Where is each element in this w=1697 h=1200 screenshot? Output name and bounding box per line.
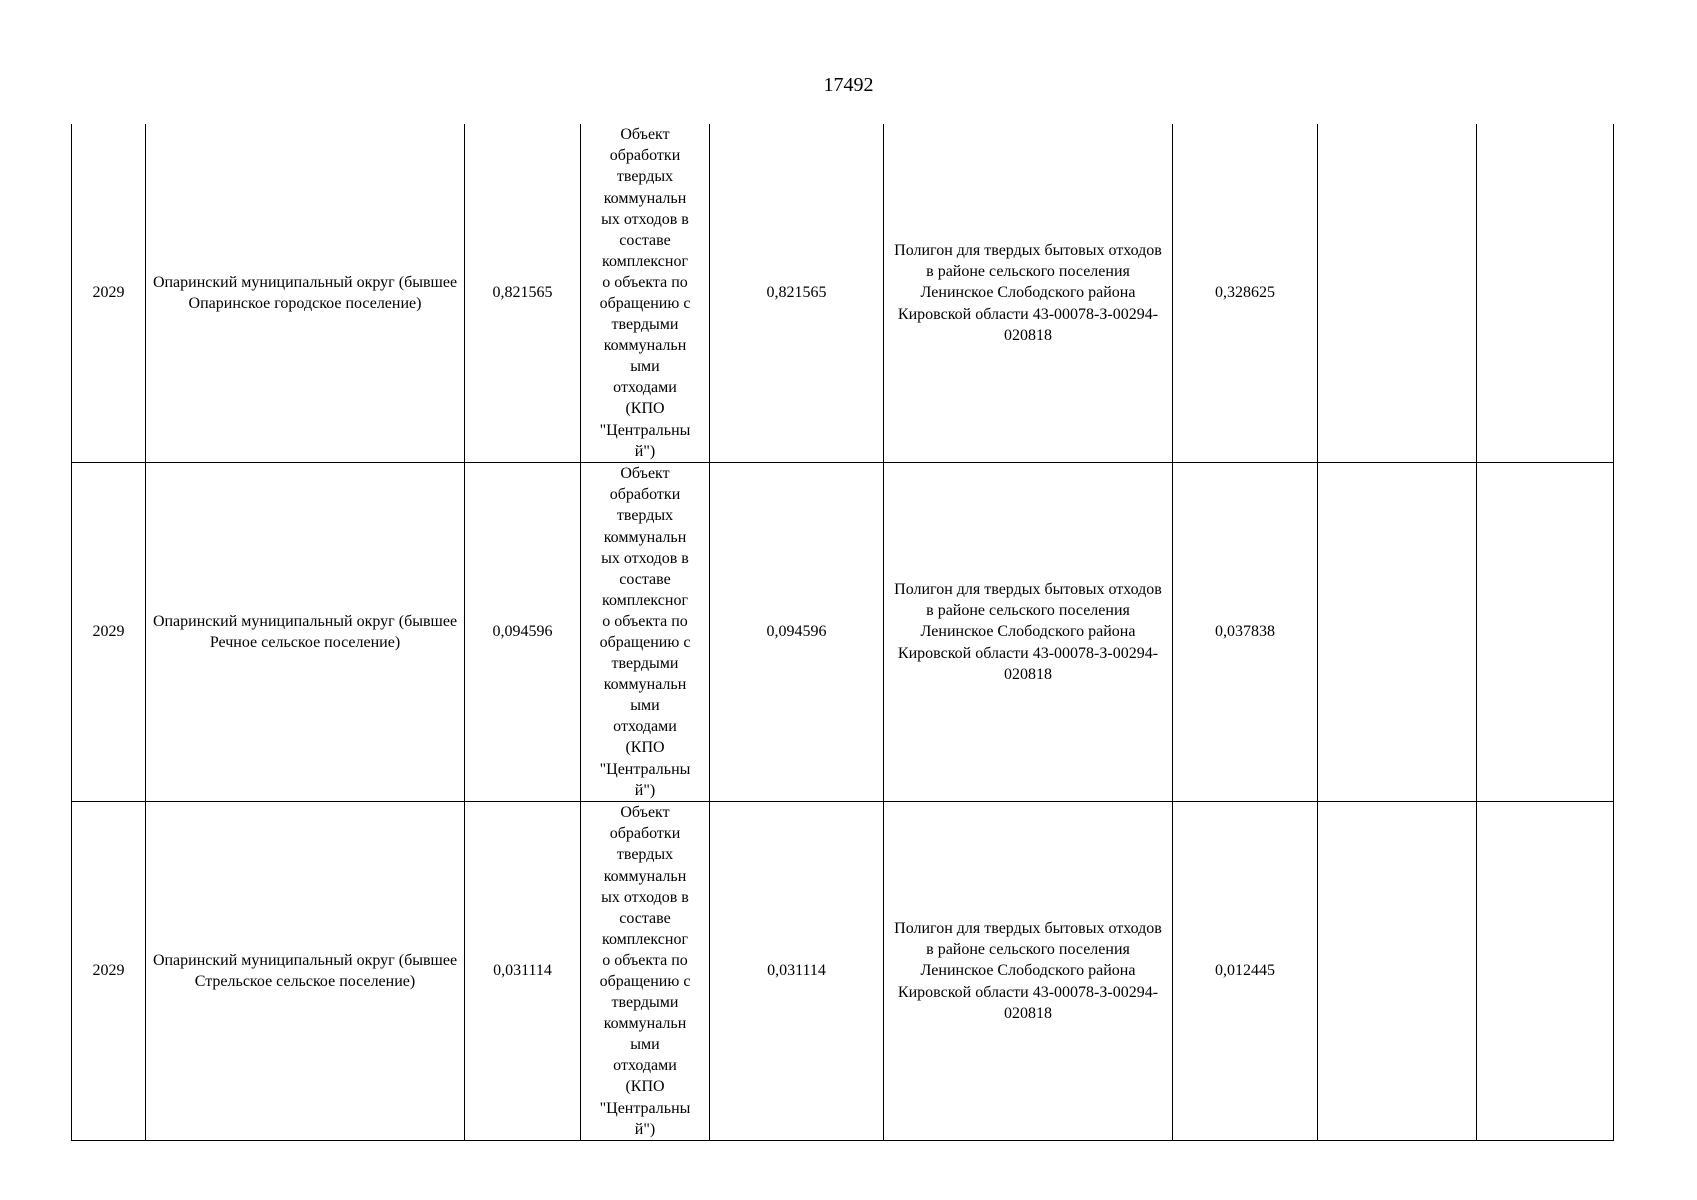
empty-cell-8 — [1318, 802, 1477, 1141]
table-row — [72, 124, 1614, 463]
mass-3-cell — [1173, 124, 1318, 463]
object-description-line: обработки — [609, 825, 681, 843]
year-cell-text: 2029 — [92, 623, 125, 641]
object-description-line: составе — [619, 909, 671, 927]
table-row — [72, 463, 1614, 802]
object-description — [581, 802, 709, 1140]
mass-3-cell — [1173, 802, 1318, 1141]
facility-cell — [884, 802, 1173, 1141]
object-description-line: составе — [619, 231, 671, 249]
object-description-line: обработки — [609, 147, 681, 165]
page-number: 17492 — [823, 74, 874, 96]
object-description-line: ых отходов в — [601, 888, 689, 906]
facility-cell-text: Полигон для твердых бытовых отходов в районе сельского поселения Ленинское Слободского района Кировской области 43-00078-З-00294-020818 — [894, 242, 1162, 344]
empty-cell-9 — [1477, 802, 1614, 1141]
object-description-line: отходами — [613, 1057, 677, 1075]
municipality-cell — [146, 124, 465, 463]
mass-3-cell-text: 0,037838 — [1215, 623, 1275, 641]
mass-3-cell — [1173, 463, 1318, 802]
object-description-line: обработки — [609, 486, 681, 504]
mass-1-cell — [465, 463, 581, 802]
object-description-line: о объекта по — [602, 951, 688, 969]
object-description-line: комплексног — [601, 591, 689, 609]
object-description-line: коммунальн — [603, 676, 687, 694]
object-description-line: обращению с — [599, 973, 691, 990]
year-cell-text: 2029 — [92, 284, 125, 302]
object-description-line: (КПО — [625, 400, 665, 418]
object-description-line: коммунальн — [603, 1015, 687, 1033]
object-description-line: й") — [634, 1120, 656, 1138]
mass-2-cell-text: 0,821565 — [766, 284, 827, 302]
municipality-cell-text: Опаринский муниципальный округ (бывшее Стрельское сельское поселение) — [152, 951, 458, 990]
object-description-line: "Центральны — [599, 421, 691, 439]
object-cell — [581, 463, 710, 802]
object-description-line: твердыми — [611, 655, 679, 673]
object-description-line: (КПО — [625, 1078, 665, 1096]
empty-cell-9 — [1477, 124, 1614, 463]
object-description-line: твердыми — [611, 994, 679, 1012]
waste-flow-table — [71, 124, 1614, 1141]
object-description-line: Объект — [620, 804, 670, 822]
object-cell — [581, 802, 710, 1141]
object-description-line: ыми — [630, 1036, 660, 1054]
municipality-cell — [146, 463, 465, 802]
object-cell — [581, 124, 710, 463]
object-description-line: отходами — [613, 718, 677, 736]
object-description-line: о объекта по — [602, 612, 688, 630]
object-description — [581, 463, 709, 801]
object-description-line: твердых — [616, 507, 674, 525]
year-cell — [72, 124, 146, 463]
object-description-line: "Центральны — [599, 1099, 691, 1117]
year-cell — [72, 463, 146, 802]
empty-cell-9 — [1477, 463, 1614, 802]
object-description-line: твердыми — [611, 316, 679, 334]
object-description-line: ых отходов в — [601, 210, 689, 228]
facility-cell-text: Полигон для твердых бытовых отходов в районе сельского поселения Ленинское Слободского района Кировской области 43-00078-З-00294-020818 — [894, 581, 1162, 683]
year-cell-text: 2029 — [92, 962, 125, 980]
facility-cell-text: Полигон для твердых бытовых отходов в районе сельского поселения Ленинское Слободского района Кировской области 43-00078-З-00294-020818 — [894, 920, 1162, 1022]
object-description-line: ыми — [630, 358, 660, 376]
table-row — [72, 802, 1614, 1141]
object-description-line: Объект — [620, 126, 670, 144]
municipality-cell — [146, 802, 465, 1141]
object-description-line: ыми — [630, 697, 660, 715]
object-description-line: составе — [619, 570, 671, 588]
mass-1-cell — [465, 124, 581, 463]
municipality-cell-text: Опаринский муниципальный округ (бывшее Речное сельское поселение) — [152, 612, 458, 651]
mass-1-cell — [465, 802, 581, 1141]
object-description — [581, 124, 709, 462]
object-description-line: о объекта по — [602, 273, 688, 291]
object-description-line: обращению с — [599, 634, 691, 651]
mass-1-cell-text: 0,094596 — [492, 623, 553, 641]
mass-2-cell-text: 0,031114 — [767, 962, 826, 980]
empty-cell-8 — [1318, 463, 1477, 802]
object-description-line: Объект — [620, 465, 670, 483]
object-description-line: отходами — [613, 379, 677, 397]
object-description-line: "Центральны — [599, 760, 691, 778]
mass-2-cell — [710, 802, 884, 1141]
object-description-line: й") — [634, 442, 656, 460]
mass-1-cell-text: 0,031114 — [493, 962, 552, 980]
object-description-line: й") — [634, 781, 656, 799]
object-description-line: коммунальн — [603, 337, 687, 355]
object-description-line: твердых — [616, 846, 674, 864]
facility-cell — [884, 463, 1173, 802]
object-description-line: твердых — [616, 168, 674, 186]
mass-3-cell-text: 0,328625 — [1215, 284, 1275, 302]
object-description-line: комплексног — [601, 930, 689, 948]
mass-2-cell — [710, 463, 884, 802]
empty-cell-8 — [1318, 124, 1477, 463]
municipality-cell-text: Опаринский муниципальный округ (бывшее Опаринское городское поселение) — [152, 273, 458, 312]
object-description-line: комплексног — [601, 252, 689, 270]
mass-3-cell-text: 0,012445 — [1215, 962, 1275, 980]
mass-2-cell — [710, 124, 884, 463]
object-description-line: коммунальн — [603, 867, 687, 885]
object-description-line: коммунальн — [603, 189, 687, 207]
year-cell — [72, 802, 146, 1141]
mass-1-cell-text: 0,821565 — [492, 284, 553, 302]
object-description-line: обращению с — [599, 295, 691, 312]
object-description-line: коммунальн — [603, 528, 687, 546]
object-description-line: (КПО — [625, 739, 665, 757]
facility-cell — [884, 124, 1173, 463]
mass-2-cell-text: 0,094596 — [766, 623, 827, 641]
object-description-line: ых отходов в — [601, 549, 689, 567]
